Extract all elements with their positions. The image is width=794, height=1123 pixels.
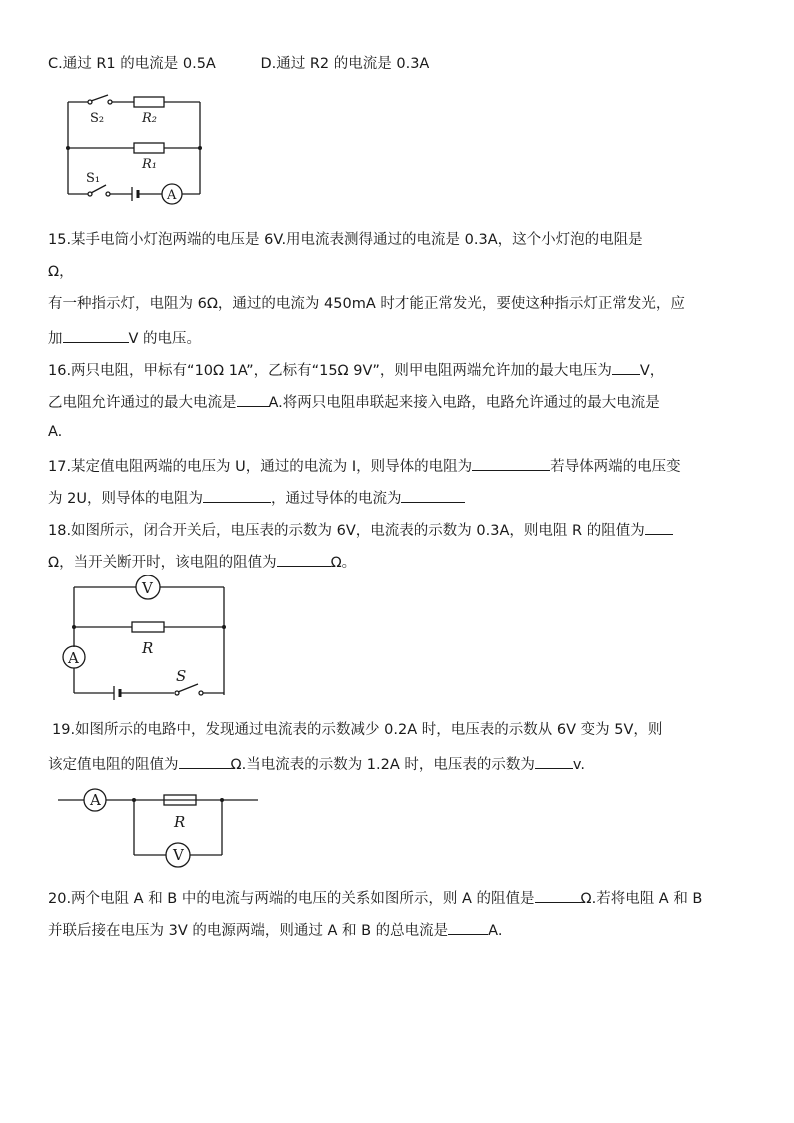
q15-line-2: Ω，	[48, 264, 74, 280]
answer-blank[interactable]	[203, 486, 271, 503]
ammeter-label: A	[167, 188, 177, 203]
answer-blank[interactable]	[179, 752, 231, 769]
q15-line-1: 15.某手电筒小灯泡两端的电压是 6V.用电流表测得通过的电流是 0.3A，这个小灯泡的电阻是	[48, 232, 643, 248]
q18-text-c: Ω。	[330, 555, 357, 571]
q16-line-2	[48, 390, 660, 413]
label-r2: R₂	[142, 111, 157, 126]
q15-text-b: V 的电压。	[128, 331, 202, 347]
q19-text-c: v.	[572, 757, 585, 773]
voltmeter-label: V	[173, 846, 184, 864]
q18-text-a: 18.如图所示，闭合开关后，电压表的示数为 6V，电流表的示数为 0.3A，则电阻 R 的阻值为	[48, 523, 645, 539]
q18-line-1	[48, 518, 673, 541]
answer-blank[interactable]	[645, 518, 673, 535]
q16-text-c: 乙电阻允许通过的最大电流是	[48, 395, 237, 411]
q14-options	[48, 54, 429, 74]
circuit-figure-2	[58, 575, 230, 700]
ammeter-label: A	[68, 649, 79, 667]
q17-text-a: 17.某定值电阻两端的电压为 U，通过的电流为 I，则导体的电阻为	[48, 459, 473, 475]
q16-text-b: V，	[639, 363, 665, 379]
voltmeter-label: V	[142, 579, 153, 597]
q19-line-1: 19.如图所示的电路中，发现通过电流表的示数减少 0.2A 时，电压表的示数从 6V 变为 5V，则	[52, 722, 663, 738]
q16-line-1	[48, 358, 664, 381]
answer-blank[interactable]	[535, 886, 581, 903]
label-s1: S₁	[86, 171, 101, 186]
q17-line-1	[48, 454, 681, 477]
answer-blank[interactable]	[237, 390, 269, 407]
resistor-label: R	[174, 813, 186, 831]
q16-text-a: 16.两只电阻，甲标有“10Ω 1A”，乙标有“15Ω 9V”，则甲电阻两端允许加的最大电压为	[48, 363, 612, 379]
q20-text-c: 并联后接在电压为 3V 的电源两端，则通过 A 和 B 的总电流是	[48, 923, 449, 939]
q15-text-a: 加	[48, 331, 63, 347]
option-d: D.通过 R2 的电流是 0.3A	[260, 56, 430, 72]
option-c: C.通过 R1 的电流是 0.5A	[48, 56, 216, 72]
circuit-figure-3	[58, 785, 263, 870]
q16-line-3: A.	[48, 424, 63, 440]
answer-blank[interactable]	[472, 454, 550, 471]
ammeter-label: A	[90, 791, 101, 809]
q19-text-b: Ω.当电流表的示数为 1.2A 时，电压表的示数为	[230, 757, 535, 773]
q17-line-2	[48, 486, 465, 509]
answer-blank[interactable]	[612, 358, 640, 375]
q20-line-1	[48, 886, 702, 909]
q20-text-a: 20.两个电阻 A 和 B 中的电流与两端的电压的关系如图所示，则 A 的阻值是	[48, 891, 535, 907]
q17-text-c: 为 2U，则导体的电阻为	[48, 491, 203, 507]
answer-blank[interactable]	[401, 486, 465, 503]
q16-text-d: A.将两只电阻串联起来接入电路，电路允许通过的最大电流是	[268, 395, 660, 411]
q17-text-d: ，通过导体的电流为	[270, 491, 402, 507]
answer-blank[interactable]	[535, 752, 573, 769]
q20-text-d: A.	[488, 923, 503, 939]
resistor-label: R	[142, 639, 154, 657]
switch-label: S	[176, 667, 187, 685]
q15-line-4	[48, 326, 201, 349]
q18-text-b: Ω，当开关断开时，该电阻的阻值为	[48, 555, 277, 571]
label-r1: R₁	[142, 157, 157, 172]
label-s2: S₂	[90, 111, 105, 126]
answer-blank[interactable]	[448, 918, 488, 935]
q18-line-2	[48, 550, 356, 573]
q19-text-a: 该定值电阻的阻值为	[48, 757, 179, 773]
circuit-figure-1	[60, 88, 210, 213]
q20-text-b: Ω.若将电阻 A 和 B	[580, 891, 703, 907]
q17-text-b: 若导体两端的电压变	[550, 459, 681, 475]
answer-blank[interactable]	[63, 326, 129, 343]
q19-line-2	[48, 752, 585, 775]
q15-line-3: 有一种指示灯，电阻为 6Ω，通过的电流为 450mA 时才能正常发光，要使这种指示灯正常发光，应	[48, 296, 685, 312]
q20-line-2	[48, 918, 502, 941]
answer-blank[interactable]	[277, 550, 331, 567]
